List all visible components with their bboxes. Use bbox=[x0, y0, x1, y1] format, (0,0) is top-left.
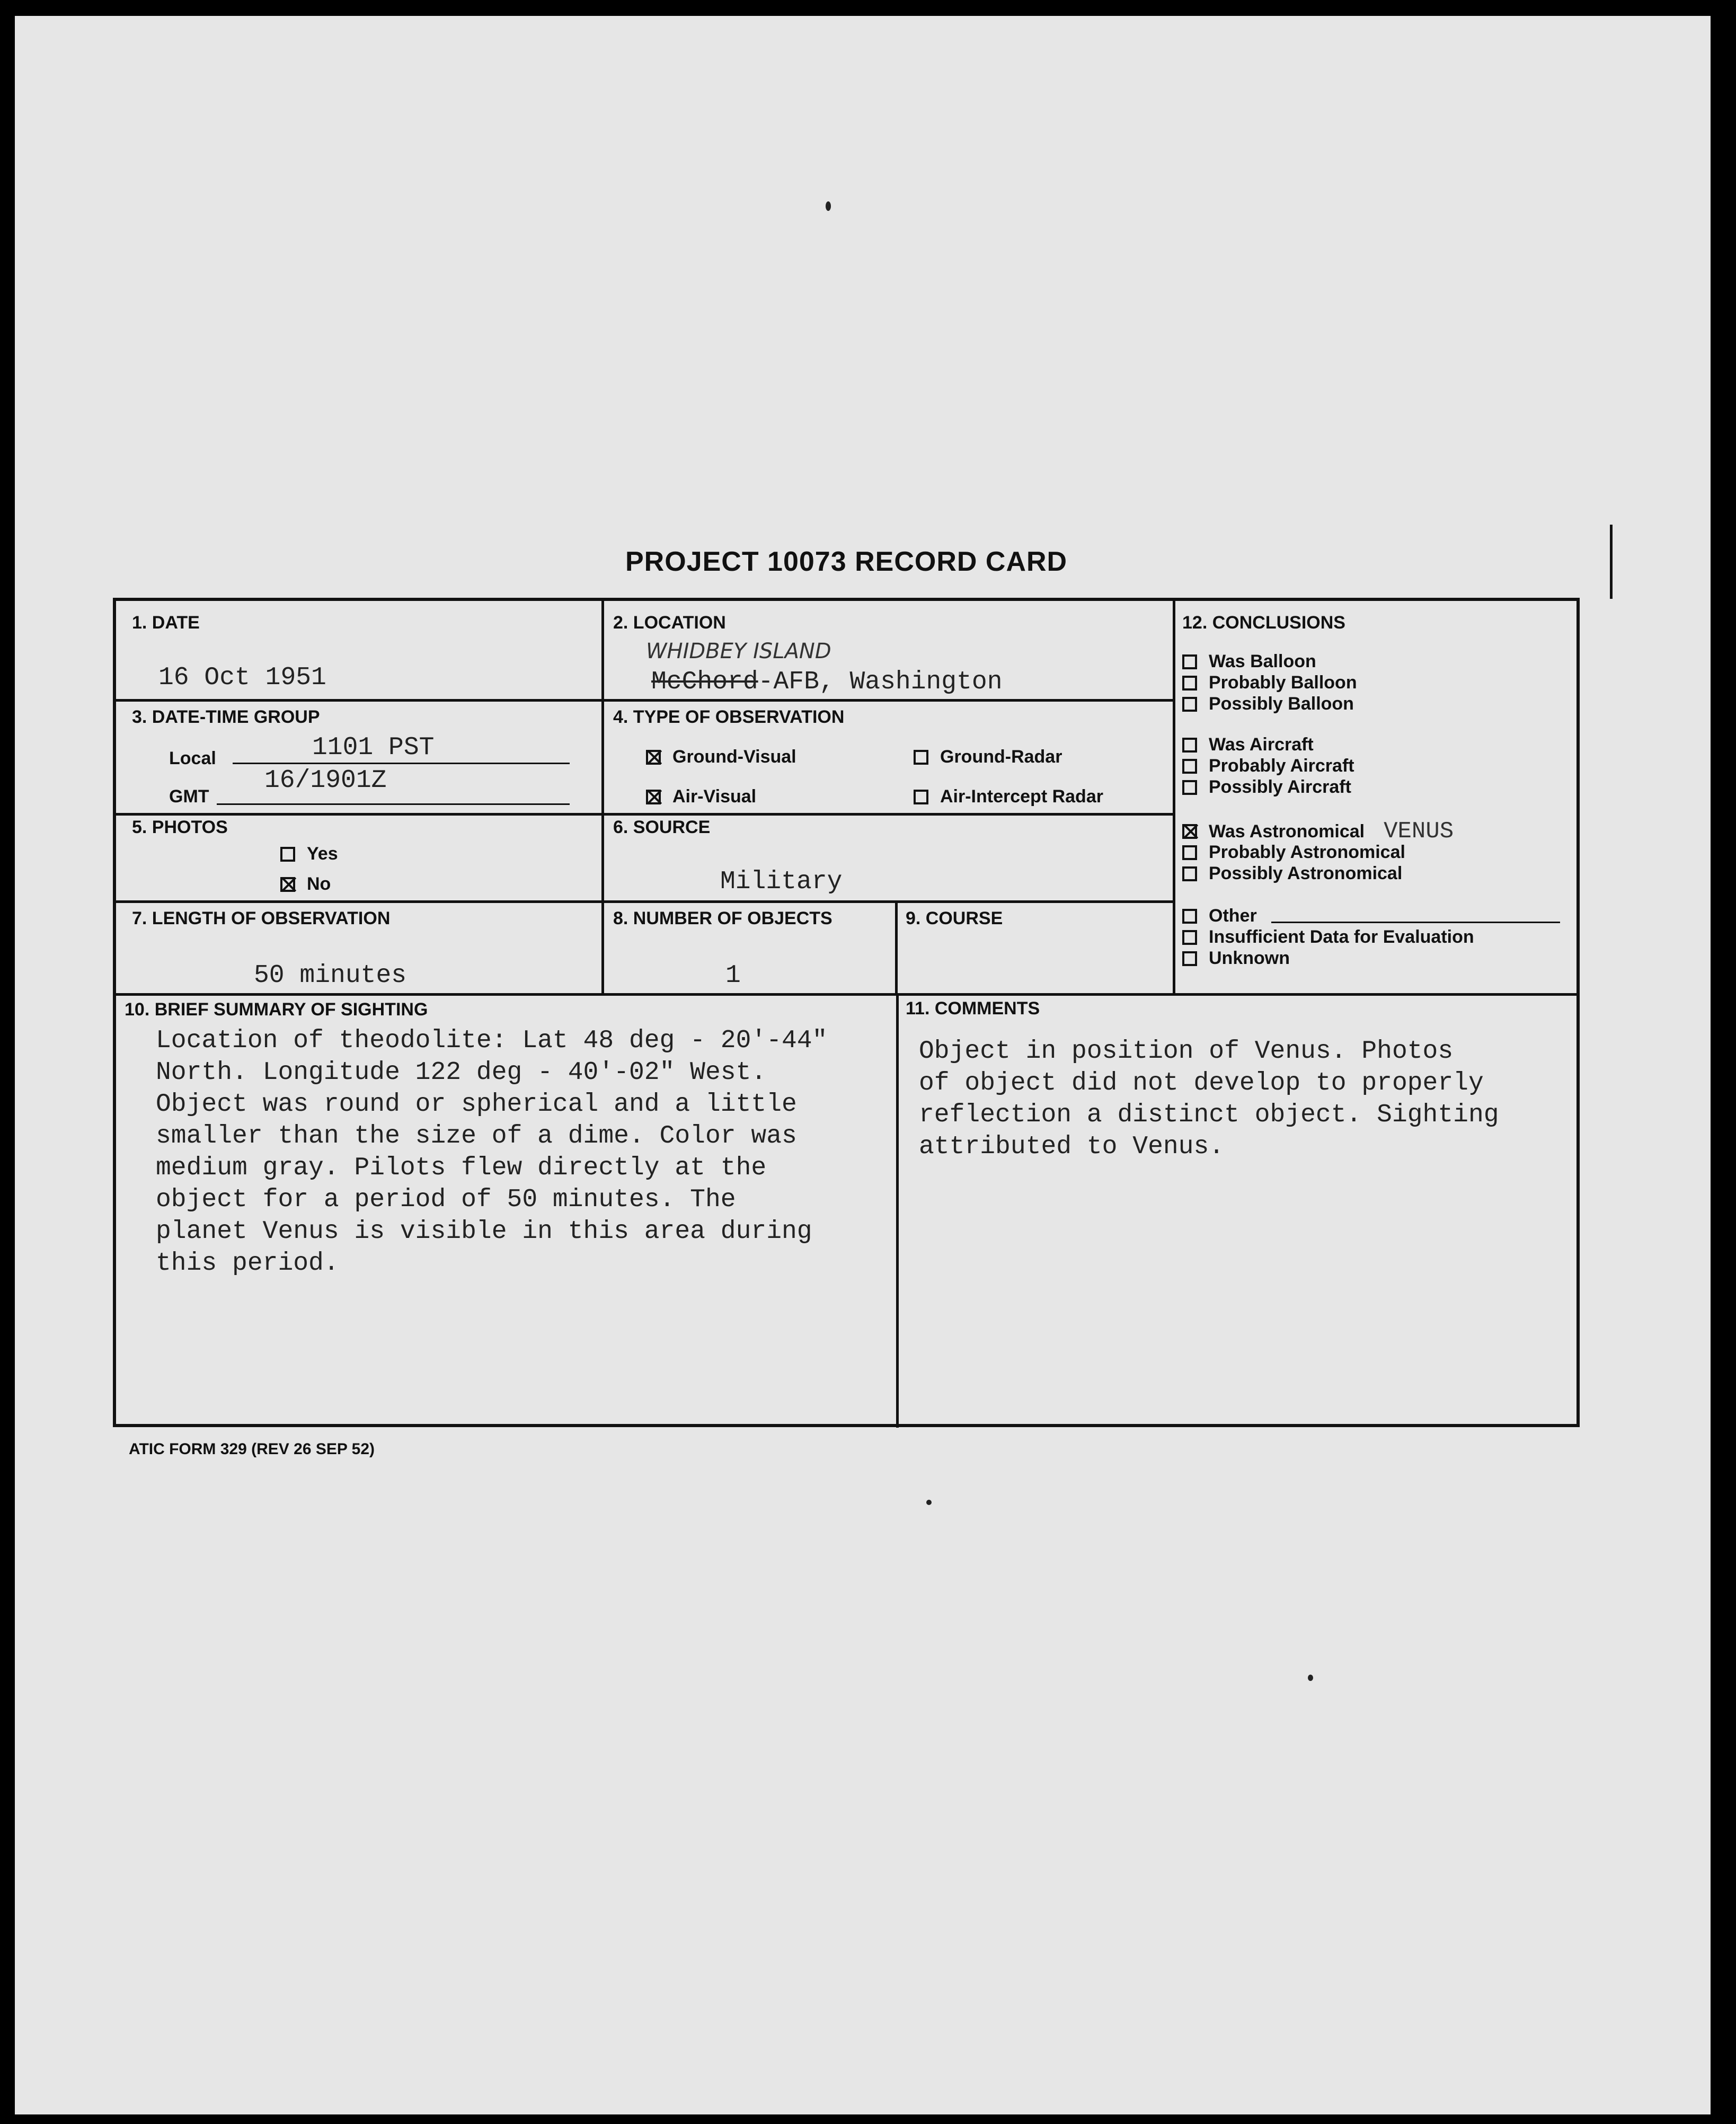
astronomical-note: VENUS bbox=[1384, 818, 1454, 845]
comments-text bbox=[919, 1036, 1499, 1163]
summary-line: medium gray. Pilots flew directly at the bbox=[156, 1154, 767, 1182]
obs-ground-visual[interactable]: Ground-Visual bbox=[646, 747, 796, 767]
conclusion-unknown[interactable]: Unknown bbox=[1182, 948, 1290, 969]
date-value: 16 Oct 1951 bbox=[158, 663, 326, 692]
summary-line: object for a period of 50 minutes. The bbox=[156, 1185, 736, 1214]
divider bbox=[116, 699, 1174, 702]
comments-line: Object in position of Venus. Photos bbox=[919, 1037, 1454, 1066]
checkbox[interactable] bbox=[914, 790, 928, 804]
divider bbox=[116, 993, 1580, 996]
checkbox[interactable] bbox=[1182, 909, 1197, 924]
gmt-label: GMT bbox=[169, 786, 209, 807]
comments-line: of object did not develop to properly bbox=[919, 1069, 1484, 1098]
conclusion-was-aircraft[interactable]: Was Aircraft bbox=[1182, 734, 1314, 755]
checked-checkbox[interactable] bbox=[1182, 824, 1197, 839]
location-handwritten: WHIDBEY ISLAND bbox=[646, 639, 831, 663]
checked-checkbox[interactable] bbox=[646, 750, 661, 765]
dtg-label: 3. DATE-TIME GROUP bbox=[132, 707, 320, 727]
summary-line: planet Venus is visible in this area during bbox=[156, 1217, 812, 1246]
length-value: 50 minutes bbox=[254, 961, 407, 990]
summary-line: smaller than the size of a dime. Color was bbox=[156, 1122, 797, 1150]
conclusion-probably-balloon[interactable]: Probably Balloon bbox=[1182, 672, 1357, 693]
photos-label: 5. PHOTOS bbox=[132, 817, 228, 837]
summary-line: North. Longitude 122 deg - 40'-02" West. bbox=[156, 1058, 767, 1087]
conclusion-was-balloon[interactable]: Was Balloon bbox=[1182, 651, 1316, 672]
conclusion-insufficient-data[interactable]: Insufficient Data for Evaluation bbox=[1182, 927, 1474, 948]
course-label: 9. COURSE bbox=[906, 908, 1003, 928]
date-label: 1. DATE bbox=[132, 613, 200, 633]
summary-line: Location of theodolite: Lat 48 deg - 20'-44" bbox=[156, 1026, 828, 1055]
checkbox[interactable] bbox=[1182, 780, 1197, 795]
local-underline bbox=[233, 763, 570, 764]
checkbox[interactable] bbox=[1182, 697, 1197, 712]
comments-label: 11. COMMENTS bbox=[906, 998, 1040, 1019]
summary-text bbox=[156, 1025, 827, 1279]
photos-no[interactable]: No bbox=[280, 874, 331, 895]
summary-line: this period. bbox=[156, 1249, 339, 1278]
gmt-value: 16/1901Z bbox=[264, 766, 387, 795]
checked-checkbox[interactable] bbox=[646, 790, 661, 804]
checkbox[interactable] bbox=[1182, 866, 1197, 881]
local-label: Local bbox=[169, 748, 216, 768]
location-value: McChord-AFB, Washington bbox=[651, 668, 1003, 696]
checkbox[interactable] bbox=[280, 847, 295, 862]
source-value: Military bbox=[720, 868, 843, 896]
checkbox[interactable] bbox=[914, 750, 928, 765]
checkbox[interactable] bbox=[1182, 759, 1197, 774]
conclusion-probably-astronomical[interactable]: Probably Astronomical bbox=[1182, 842, 1405, 863]
divider bbox=[896, 993, 899, 1428]
conclusions-label: 12. CONCLUSIONS bbox=[1182, 613, 1345, 633]
source-label: 6. SOURCE bbox=[613, 817, 711, 837]
observation-label: 4. TYPE OF OBSERVATION bbox=[613, 707, 845, 727]
location-label: 2. LOCATION bbox=[613, 613, 726, 633]
form-footer: ATIC FORM 329 (REV 26 SEP 52) bbox=[129, 1440, 375, 1458]
comments-line: reflection a distinct object. Sighting bbox=[919, 1101, 1499, 1129]
checkbox[interactable] bbox=[1182, 738, 1197, 753]
scan-speck bbox=[826, 201, 831, 211]
divider bbox=[116, 900, 1174, 903]
location-struck: McChord bbox=[651, 668, 758, 696]
record-card bbox=[113, 598, 1580, 1427]
photos-yes[interactable]: Yes bbox=[280, 844, 338, 864]
card-title: PROJECT 10073 RECORD CARD bbox=[625, 546, 1068, 577]
number-label: 8. NUMBER OF OBJECTS bbox=[613, 908, 832, 928]
divider bbox=[116, 813, 1174, 816]
divider bbox=[601, 601, 604, 993]
location-base: AFB, Washington bbox=[773, 668, 1003, 696]
conclusion-possibly-balloon[interactable]: Possibly Balloon bbox=[1182, 694, 1354, 714]
other-underline bbox=[1271, 922, 1560, 923]
checkbox[interactable] bbox=[1182, 676, 1197, 691]
checkbox[interactable] bbox=[1182, 951, 1197, 966]
checkbox[interactable] bbox=[1182, 654, 1197, 669]
scan-artifact bbox=[1610, 525, 1613, 599]
checked-checkbox[interactable] bbox=[280, 877, 295, 892]
conclusion-other[interactable]: Other bbox=[1182, 906, 1257, 926]
summary-label: 10. BRIEF SUMMARY OF SIGHTING bbox=[125, 999, 428, 1020]
divider bbox=[895, 900, 898, 993]
gmt-underline bbox=[217, 803, 570, 805]
length-label: 7. LENGTH OF OBSERVATION bbox=[132, 908, 391, 928]
checkbox[interactable] bbox=[1182, 845, 1197, 860]
local-value: 1101 PST bbox=[312, 733, 435, 762]
scan-speck bbox=[1308, 1675, 1313, 1681]
conclusion-probably-aircraft[interactable]: Probably Aircraft bbox=[1182, 756, 1354, 776]
obs-ground-radar[interactable]: Ground-Radar bbox=[914, 747, 1062, 767]
summary-line: Object was round or spherical and a little bbox=[156, 1090, 797, 1119]
checkbox[interactable] bbox=[1182, 930, 1197, 945]
comments-line: attributed to Venus. bbox=[919, 1132, 1225, 1161]
scan-speck bbox=[926, 1500, 932, 1505]
divider bbox=[1173, 601, 1175, 993]
obs-air-visual[interactable]: Air-Visual bbox=[646, 786, 756, 807]
number-value: 1 bbox=[725, 961, 741, 990]
conclusion-was-astronomical[interactable]: Was Astronomical VENUS bbox=[1182, 818, 1454, 845]
conclusion-possibly-astronomical[interactable]: Possibly Astronomical bbox=[1182, 863, 1402, 884]
conclusion-possibly-aircraft[interactable]: Possibly Aircraft bbox=[1182, 777, 1351, 798]
obs-air-intercept-radar[interactable]: Air-Intercept Radar bbox=[914, 786, 1103, 807]
